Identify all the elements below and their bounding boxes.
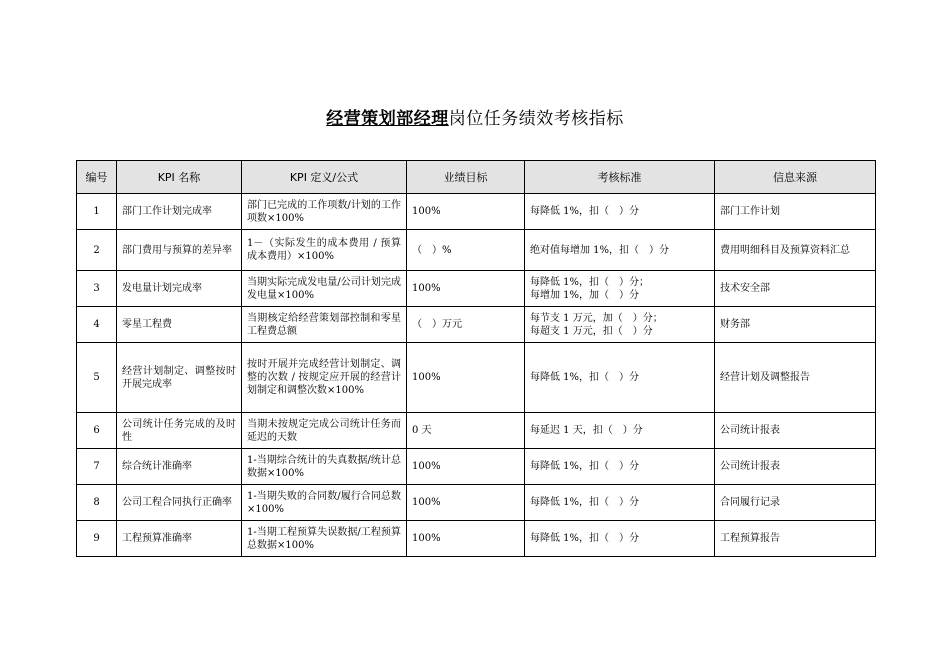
row-source: 经营计划及调整报告 bbox=[715, 343, 876, 413]
row-standard bbox=[525, 485, 715, 521]
table-row bbox=[77, 194, 876, 230]
row-kpi-definition: 1-当期综合统计的失真数据/统计总数据×100% bbox=[242, 449, 407, 485]
row-standard-line: 每降低 1%，扣（ ）分 bbox=[530, 206, 640, 217]
row-kpi-definition: 1-当期失败的合同数/履行合同总数×100% bbox=[242, 485, 407, 521]
row-standard-line: 每降低 1%，扣（ ）分 bbox=[530, 497, 640, 508]
row-kpi-name: 公司工程合同执行正确率 bbox=[117, 485, 242, 521]
row-standard-line: 每降低 1%，扣（ ）分 bbox=[530, 533, 640, 544]
page-title bbox=[0, 104, 950, 129]
row-standard bbox=[525, 449, 715, 485]
row-standard bbox=[525, 343, 715, 413]
row-standard-line: 每节支 1 万元，加（ ）分； bbox=[530, 312, 663, 324]
table-row bbox=[77, 230, 876, 271]
row-kpi-definition: 按时开展并完成经营计划制定、调整的次数 / 按规定应开展的经营计划制定和调整次数×100% bbox=[242, 343, 407, 413]
row-kpi-name: 部门工作计划完成率 bbox=[117, 194, 242, 230]
row-standard bbox=[525, 521, 715, 557]
page-title-emphasized: 经营策划部经理 bbox=[326, 109, 449, 129]
row-standard bbox=[525, 194, 715, 230]
row-target: 100% bbox=[407, 194, 525, 230]
row-number: 3 bbox=[77, 271, 117, 307]
row-target: 100% bbox=[407, 343, 525, 413]
header-kpi-name: KPI 名称 bbox=[117, 161, 242, 194]
table-row bbox=[77, 485, 876, 521]
row-kpi-name: 经营计划制定、调整按时开展完成率 bbox=[117, 343, 242, 413]
row-kpi-name: 发电量计划完成率 bbox=[117, 271, 242, 307]
table-row bbox=[77, 521, 876, 557]
row-standard-line: 每超支 1 万元，扣（ ）分 bbox=[530, 325, 653, 337]
row-number: 2 bbox=[77, 230, 117, 271]
row-target: 100% bbox=[407, 521, 525, 557]
row-target: 0 天 bbox=[407, 413, 525, 449]
row-kpi-definition: 1-当期工程预算失误数据/工程预算总数据×100% bbox=[242, 521, 407, 557]
row-kpi-name: 部门费用与预算的差异率 bbox=[117, 230, 242, 271]
table-row bbox=[77, 271, 876, 307]
table-row bbox=[77, 413, 876, 449]
table-header-row bbox=[77, 161, 876, 194]
row-source: 公司统计报表 bbox=[715, 449, 876, 485]
row-kpi-definition: 1－（实际发生的成本费用 / 预算成本费用）×100% bbox=[242, 230, 407, 271]
row-standard-line: 每增加 1%，加（ ）分 bbox=[530, 289, 640, 301]
table-row bbox=[77, 307, 876, 343]
row-source: 技术安全部 bbox=[715, 271, 876, 307]
header-kpi-definition: KPI 定义/公式 bbox=[242, 161, 407, 194]
row-kpi-definition: 部门已完成的工作项数/计划的工作项数×100% bbox=[242, 194, 407, 230]
row-source: 财务部 bbox=[715, 307, 876, 343]
row-kpi-name: 零星工程费 bbox=[117, 307, 242, 343]
row-number: 7 bbox=[77, 449, 117, 485]
row-kpi-name: 工程预算准确率 bbox=[117, 521, 242, 557]
row-source: 费用明细科目及预算资料汇总 bbox=[715, 230, 876, 271]
row-source: 合同履行记录 bbox=[715, 485, 876, 521]
row-number: 1 bbox=[77, 194, 117, 230]
row-kpi-definition: 当期实际完成发电量/公司计划完成发电量×100% bbox=[242, 271, 407, 307]
row-number: 8 bbox=[77, 485, 117, 521]
row-target: 100% bbox=[407, 449, 525, 485]
row-number: 6 bbox=[77, 413, 117, 449]
header-standard: 考核标准 bbox=[525, 161, 715, 194]
row-standard bbox=[525, 307, 715, 343]
header-source: 信息来源 bbox=[715, 161, 876, 194]
row-standard-line: 绝对值每增加 1%，扣（ ）分 bbox=[530, 244, 670, 256]
row-standard-line: 每降低 1%，扣（ ）分 bbox=[530, 461, 640, 472]
row-kpi-definition: 当期核定给经营策划部控制和零星工程费总额 bbox=[242, 307, 407, 343]
header-target: 业绩目标 bbox=[407, 161, 525, 194]
row-number: 4 bbox=[77, 307, 117, 343]
row-target: 100% bbox=[407, 271, 525, 307]
row-number: 9 bbox=[77, 521, 117, 557]
row-kpi-definition: 当期未按规定完成公司统计任务而延迟的天数 bbox=[242, 413, 407, 449]
row-standard-line: 每延迟 1 天，扣（ ）分 bbox=[530, 425, 643, 436]
row-standard bbox=[525, 230, 715, 271]
row-kpi-name: 公司统计任务完成的及时性 bbox=[117, 413, 242, 449]
row-standard bbox=[525, 271, 715, 307]
row-number: 5 bbox=[77, 343, 117, 413]
row-standard bbox=[525, 413, 715, 449]
page-title-rest: 岗位任务绩效考核指标 bbox=[448, 109, 624, 129]
header-number: 编号 bbox=[77, 161, 117, 194]
table-row bbox=[77, 449, 876, 485]
row-target: （ ）% bbox=[407, 230, 525, 271]
row-source: 工程预算报告 bbox=[715, 521, 876, 557]
row-kpi-name: 综合统计准确率 bbox=[117, 449, 242, 485]
table-row bbox=[77, 343, 876, 413]
kpi-table bbox=[76, 160, 876, 557]
row-source: 公司统计报表 bbox=[715, 413, 876, 449]
row-standard-line: 每降低 1%，扣（ ）分； bbox=[530, 276, 650, 288]
row-source: 部门工作计划 bbox=[715, 194, 876, 230]
row-standard-line: 每降低 1%，扣（ ）分 bbox=[530, 372, 640, 383]
row-target: （ ）万元 bbox=[407, 307, 525, 343]
row-target: 100% bbox=[407, 485, 525, 521]
